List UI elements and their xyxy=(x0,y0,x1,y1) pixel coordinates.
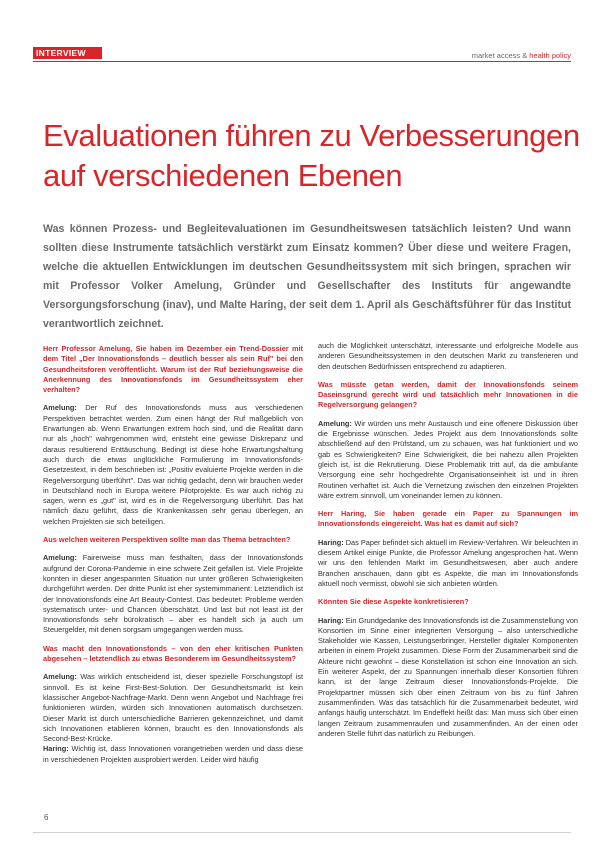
question-5: Was müsste getan werden, damit der Innovationsfonds seinem Daseinsgrund gerecht wird und tatsächlich mehr Innovationen in die Regelversorgung gelangen? xyxy=(318,379,578,410)
question-6: Herr Haring, Sie haben gerade ein Paper zu Spannungen im Innovationsfonds eingereicht. Was hat es damit auf sich? xyxy=(318,509,578,529)
page-number: 6 xyxy=(44,813,49,822)
answer-text: Das Paper befindet sich aktuell im Review-Verfahren. Wir beleuchten in diesem Artikel einige Punkte, die Professor Amelung angesprochen hat. Wenn wir uns den fehlenden Markt im Gesundheitswesen, aber auch andere Branchen anschauen, dann gibt es Aspekte, die man im Innovationsfonds aktuell noch vermisst, obwohl sie sich anbieten würden. xyxy=(318,537,579,588)
left-column xyxy=(43,344,303,773)
answer-text: Fairerweise muss man festhalten, dass der Innovationsfonds aufgrund der Corona-Pandemie in eine schwere Zeit gefallen ist. Viele Projekte konnten in dieser angespannten Situation nur unter größeren Schwierigkeiten durchgeführt werden. Der dritte Punkt ist eher systemimmanent: Letztendlich ist der Innovationsfonds eine Art Beauty-Contest. Das bedeutet: Probleme werden systematisch unter- und Chancen überschätzt. Und last but not least ist der Innovationsfonds sehr bürokratisch – aber es handelt sich ja auch um Steuergelder, mit denen sorgsam umgegangen werden muss. xyxy=(43,553,303,635)
right-column xyxy=(318,341,578,747)
answer-2 xyxy=(43,553,303,635)
answer-1 xyxy=(43,403,303,527)
answer-4 xyxy=(43,744,303,765)
section-label xyxy=(472,51,571,60)
header-rule xyxy=(33,61,571,62)
answer-text: Der Ruf des Innovationsfonds muss aus verschiedenen Perspektiven betrachtet werden. Zum einen hängt der Ruf maßgeblich von Erwartungen ab. Wenn Erwartungen extrem hoch sind, und die Realität dann nur als „hoch" wahrgenommen wird, entsteht eine gewisse Diskrepanz und daraus resultierend Enttäuschung. Bedingt ist diese hohe Erwartungshaltung auch durch die etwas unglückliche Formulierung im Innovationsfonds-Gesetzestext, in dem beschrieben ist: „Positiv evaluierte Projekte werden in die Regelversorgung überführt". Das war richtig gedacht, denn wir brauchen weder in Deutschland noch in Europa weitere Pilotprojekte. Es war auch richtig zu sagen, wenn es „gut" ist, wird es in die Regelversorgung überführt. Das hat nämlich dazu geführt, dass die Krankenkassen sehr genau überlegen, an welchen Projekten sie sich beteiligen. xyxy=(43,403,303,526)
footer-rule xyxy=(33,832,571,833)
answer-7 xyxy=(318,616,578,740)
speaker: Amelung: xyxy=(43,672,77,682)
speaker: Amelung: xyxy=(318,418,352,428)
speaker: Haring: xyxy=(318,537,344,547)
question-3: Was macht den Innovationsfonds – von den eher kritischen Punkten abgesehen – letztendlich zu etwas Besonderem im Gesundheitssystem? xyxy=(43,643,303,664)
speaker: Amelung: xyxy=(43,403,77,413)
answer-6 xyxy=(318,538,578,589)
answer-4-continued: auch die Möglichkeit unterschätzt, interessante und erfolgreiche Modelle aus anderen Gesundheitssystemen in den deutschen Markt zu transferieren und den deutschen Bedürfnissen entsprechend zu adaptieren. xyxy=(318,341,578,371)
answer-3 xyxy=(43,672,303,744)
section-label-prefix: market access & xyxy=(471,51,528,60)
question-7: Könnten Sie diese Aspekte konkretisieren? xyxy=(318,597,469,607)
answer-text: Ein Grundgedanke des Innovationsfonds ist die Zusammenstellung von Konsortien im Sinne einer integrierten Versorgung – also unterschiedliche Stakeholder wie Kassen, Leistungserbringer, Hersteller digitaler Komponenten arbeiten in einem Projekt zusammen. Diese Form der Zusammenarbeit sind die Akteure nicht gewohnt – diese Konstellation ist schon eine Innovation an sich. Ein weiterer Aspekt, der zu Spannungen innerhalb dieser Konsortien führen kann, ist der lange Zeitraum dieser Innovationsfonds-Projekte. Die Projektpartner müssen sich über einen Zeitraum von bis zu fünf Jahren zusammenfinden. Was das tatsächlich für die Zusammenarbeit bedeutet, wird anfangs häufig unterschätzt. Im Endeffekt heißt das: Man muss sich über einen langen Zeitraum zusammenraufen und zusammenfinden. An der einen oder anderen Stelle führt das natürlich zu Reibungen. xyxy=(318,615,578,738)
question-2: Aus welchen weiteren Perspektiven sollte man das Thema betrachten? xyxy=(43,535,291,545)
speaker: Haring: xyxy=(43,744,69,754)
answer-5 xyxy=(318,419,578,501)
article-title: Evaluationen führen zu Verbesserungen auf verschiedenen Ebenen xyxy=(43,118,580,193)
speaker: Haring: xyxy=(318,615,344,625)
answer-text: Wir würden uns mehr Austausch und eine offenere Diskussion über die Ergebnisse wünschen. Jedes Projekt aus dem Innovationsfonds sollte abschließend auf den Prüfstand, um zu schauen, was hat funktioniert und wo gab es Schwierigkeiten? Eine Schwierigkeit, die bei nahezu allen Projekten gleich ist, ist die Rekrutierung. Diese Problematik tritt auf, da die ambulante Versorgung eine sehr hochgedrehte Organisationseinheit ist und in ihren Routinen verhaftet ist. Auch die Vernetzung zwischen den einzelnen Projekten wäre extrem sinnvoll, um voneinander lernen zu können. xyxy=(318,418,578,500)
question-1: Herr Professor Amelung, Sie haben im Dezember ein Trend-Dossier mit dem Titel „Der Innovationsfonds – deutlich besser als sein Ruf" bei den Gesundheitsforen veröffentlicht. Warum ist der Ruf beziehungsweise die Anerkennung des Innovationsfonds im Gesundheitssystem eher verhalten? xyxy=(43,344,303,395)
section-label-highlight: health policy xyxy=(529,51,571,60)
answer-text: Wichtig ist, dass Innovationen vorangetrieben werden und dass diese in verschiedenen Projekten ausprobiert werden. Leider wird häufig xyxy=(43,744,303,764)
speaker: Amelung: xyxy=(43,553,77,563)
answer-text: Was wirklich entscheidend ist, dieser spezielle Forschungstopf ist sinnvoll. Es ist keine First-Best-Solution. Der Gesundheitsmarkt ist kein klassischer Angebot-Nachfrage-Markt. Denn wenn Angebot und Nachfrage frei funktionieren würden, würden sich Innovationen automatisch durchsetzen. Dieser Markt ist durch unterschiedliche Barrieren gekennzeichnet, und damit sich Innovationen etablieren können, braucht es den Innovationsfonds als Second-Best-Krücke. xyxy=(43,672,303,744)
section-tag: INTERVIEW xyxy=(33,47,102,59)
article-lead: Was können Prozess- und Begleitevaluationen im Gesundheitswesen tatsächlich leisten? Und wann sollten diese Instrumente tatsächlich verstärkt zum Einsatz kommen? Über diese und weitere Fragen, welche die aktuellen Entwicklungen im deutschen Gesundheitssystem mit sich bringen, sprachen wir mit Professor Volker Amelung, Gründer und Gesellschafter des Instituts für angewandte Versorgungsforschung (inav), und Malte Haring, der seit dem 1. April als Geschäftsführer für das Institut verantwortlich zeichnet. xyxy=(43,223,571,330)
